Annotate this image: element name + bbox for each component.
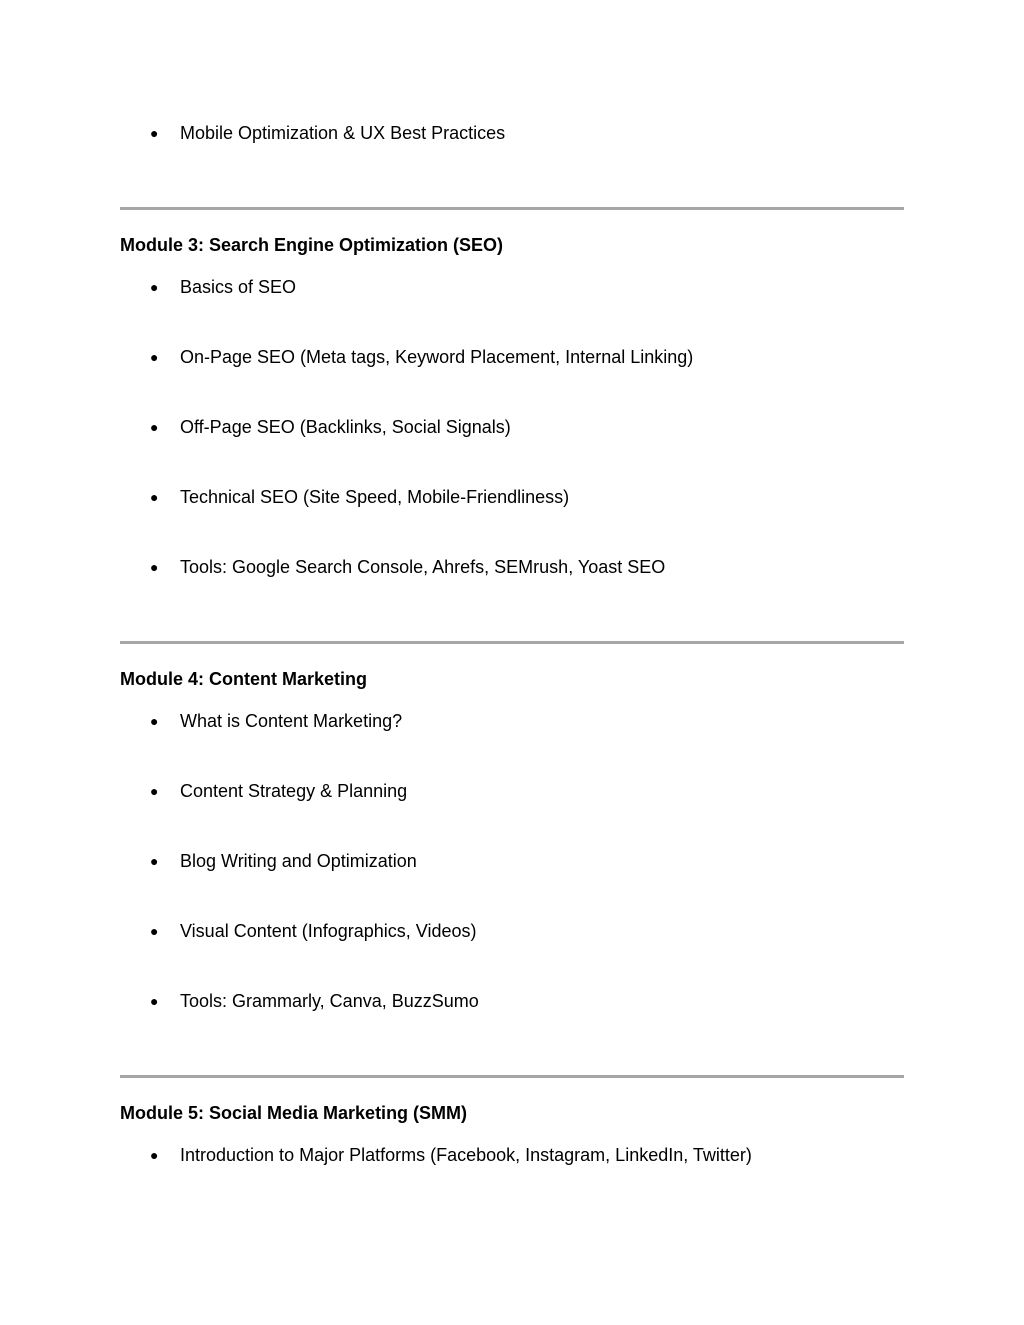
bullet-icon: ●	[150, 489, 159, 505]
bullet-icon: ●	[150, 783, 159, 799]
list-item	[150, 121, 505, 145]
bullet-icon: ●	[150, 125, 159, 141]
bullet-icon: ●	[150, 923, 159, 939]
list-item	[150, 415, 511, 439]
list-item-text: Visual Content (Infographics, Videos)	[180, 921, 477, 941]
list-item	[150, 849, 417, 873]
bullet-icon: ●	[150, 1147, 159, 1163]
list-item-text: Tools: Google Search Console, Ahrefs, SEMrush, Yoast SEO	[180, 557, 666, 577]
list-item	[150, 779, 407, 803]
bullet-icon: ●	[150, 349, 159, 365]
list-item	[150, 709, 402, 733]
list-item	[150, 1143, 752, 1167]
list-item	[150, 989, 479, 1013]
list-item-text: Off-Page SEO (Backlinks, Social Signals)	[180, 417, 511, 437]
list-item	[150, 919, 477, 943]
list-item-text: Tools: Grammarly, Canva, BuzzSumo	[180, 991, 479, 1011]
list-item-text: Basics of SEO	[180, 277, 297, 297]
bullet-icon: ●	[150, 279, 159, 295]
list-item-text: Blog Writing and Optimization	[180, 851, 417, 871]
module-heading: Module 5: Social Media Marketing (SMM)	[120, 1103, 468, 1123]
module-heading: Module 4: Content Marketing	[120, 669, 367, 689]
section-divider	[120, 207, 904, 210]
bullet-icon: ●	[150, 993, 159, 1009]
list-item	[150, 485, 569, 509]
list-item-text: Technical SEO (Site Speed, Mobile-Friendliness)	[180, 487, 570, 507]
bullet-icon: ●	[150, 713, 159, 729]
list-item-text: Mobile Optimization & UX Best Practices	[180, 123, 506, 143]
list-item	[150, 555, 665, 579]
list-item	[150, 345, 693, 369]
list-item-text: Introduction to Major Platforms (Facebook, Instagram, LinkedIn, Twitter)	[180, 1145, 752, 1165]
list-item-text: Content Strategy & Planning	[180, 781, 408, 801]
section-divider	[120, 641, 904, 644]
bullet-icon: ●	[150, 559, 159, 575]
list-item-text: What is Content Marketing?	[180, 711, 403, 731]
list-item-text: On-Page SEO (Meta tags, Keyword Placement, Internal Linking)	[180, 347, 694, 367]
bullet-icon: ●	[150, 853, 159, 869]
section-divider	[120, 1075, 904, 1078]
module-heading: Module 3: Search Engine Optimization (SEO)	[120, 235, 504, 255]
list-item	[150, 275, 296, 299]
bullet-icon: ●	[150, 419, 159, 435]
